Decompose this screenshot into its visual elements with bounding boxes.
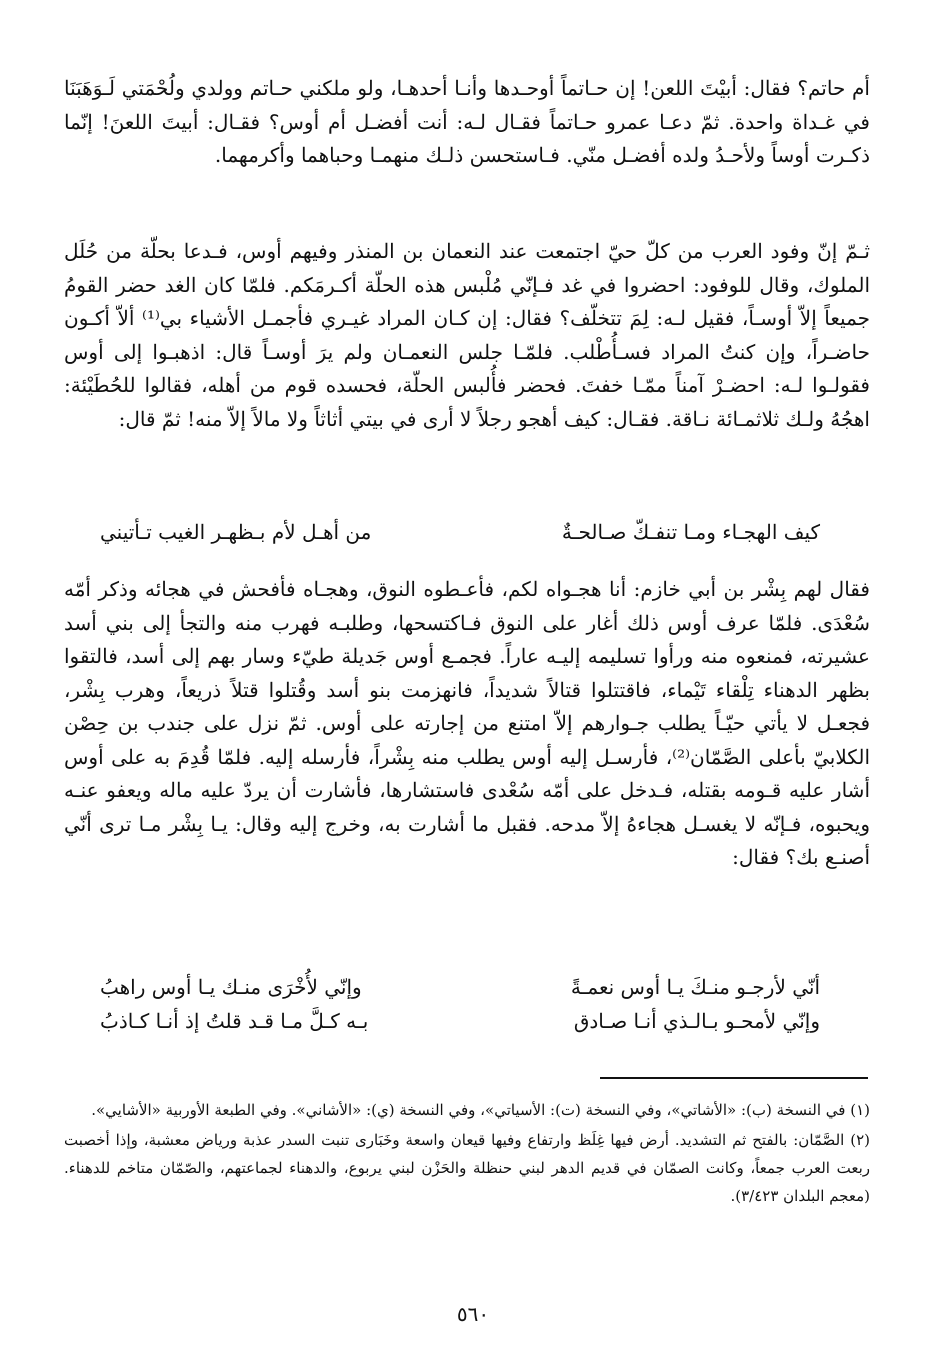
verse-second-hemistich: بـه كـلَّ مـا قـد قلتُ إذ أنـا كـاذبُ	[100, 1009, 369, 1033]
footnotes	[64, 1096, 870, 1212]
page-number: ٥٦٠	[456, 1302, 490, 1326]
paragraph-1-text: أم حاتم؟ فقال: أبيْتَ اللعن! إن حـاتماً أوحـدها وأنـا أحدهـا، ولو ملكني حـاتم وولدي ولُحْمَتي لَـوَهَبَنَا في غـداة واحدة. ثمّ دعـا عمرو حـاتماً فقـال لـه: أنت أفضـل أم أوس؟ فقـال: أبيتَ اللعنَ! إنّما ذكـرت أوساً ولأحـدُ ولده أفضـل منّي. فـاستحسن ذلـك منهمـا وحباهما وأكرمهما.	[64, 76, 870, 167]
verse-hutayah	[100, 520, 820, 554]
paragraph-3-text: فقال لهم بِشْر بن أبي خازم: أنا هجـواه لكم، فأعـطوه النوق، وهجـاه فأفحش في هجائه وذكر أمّه سُعْدَى. فلمّا عرف أوس ذلك أغار على النوق فـاكتسحها، وطلبـه فهرب منه والتجأ إلى بني أسد عشيرته، فمنعوه منه ورأوا تسليمه إليـه عاراً. فجمـع أوس جَديلة طيّء وسار بهم إلى أسد، فالتقوا بظهر الدهناء تِلْقاء تَيْماء، فاقتتلوا قتالاً شديداً، فانهزمت بنو أسد وقُتلوا قتلاً ذريعاً، وهرب بِشْر، فجعـل لا يأتي حيّـاً يطلب جـوارهم إلاّ امتنع من إجارته على أوس. ثمّ نزل على جندب بن حِصْن الكلابيّ بأعلى الصَّمّان⁽²⁾، فأرسـل إليه أوس يطلب منه بِشْراً، فأرسله إليه. فلمّا قُدِمَ به على أوس أشار عليه قـومه بقتله، فـدخل على أمّه سُعْدى فاستشارها، فأشارت أن يردّ عليه ماله ويعفو عنـه ويحبوه، فـإنّه لا يغسـل هجاءهُ إلاّ مدحه. فقبل ما أشارت به، وخرج إليه وقال: يـا بِشْر مـا ترى أنّي أصنـع بك؟ فقال:	[64, 577, 871, 869]
paragraph-2-text: ثـمّ إنّ وفود العرب من كلّ حيّ اجتمعت عند النعمان بن المنذر وفيهم أوس، فـدعا بحلّة من حُلَل الملوك، وقال للوفود: احضروا في غد فـإنّي مُلْبس هذه الحلّة أكـرمَكم. فلمّا كان الغد حضر القومُ جميعاً إلاّ أوسـاً، فقيل لـه: لِمَ تتخلّف؟ فقال: إن كـان المراد غيـري فأجمـل الأشياء بي⁽¹⁾ ألاّ أكـون حاضـراً، وإن كنتُ المراد فسـأُطْلب. فلمّـا جلس النعمـان ولم يرَ أوسـاً قال: اذهبـوا إلى أوس فقولـوا لـه: احضـرْ آمناً ممّـا خفتَ. فحضر فأُلبس الحلّة، فحسده قوم من أهله، فقالوا للحُطَيْئة: اهجُهُ ولـك ثلاثمـائة نـاقة. فقـال: كيف أهجو رجلاً لا أرى في بيتي أثاثاً ولا مالاً إلاّ منه! ثمّ قال:	[64, 239, 871, 431]
footnote-2: (٢) الصَّمّان: بالفتح ثم التشديد. أرض فيها غِلَظ وارتفاع وفيها قيعان واسعة وخَبَارى تنبت السدر عذبة ورياض معشبة، وإذا أخصبت ربعت العرب جمعاً، وكانت الصمّان في قديم الدهر لبني حنظلة والحَزْن لبني يربوع، والدهناء لجماعتهم، والصّمّان متاخم للدهناء. (معجم البلدان ٣/٤٢٣).	[64, 1131, 870, 1205]
verse-line	[100, 520, 820, 554]
verse-first-hemistich: أنّي لأرجـو منـكَ يـا أوس نعمـةً	[570, 975, 820, 999]
verse-line	[100, 1009, 820, 1043]
verse-bishr	[100, 975, 820, 1043]
verse-line	[100, 975, 820, 1009]
paragraph-1	[64, 72, 870, 173]
footnote-divider	[600, 1077, 868, 1079]
verse-first-hemistich: كيف الهجـاء ومـا تنفـكّ صـالحـةٌ	[561, 520, 820, 544]
verse-first-hemistich: وإنّي لأمحـو بـالـذي أنـا صـادق	[573, 1009, 820, 1033]
paragraph-3	[64, 573, 870, 875]
footnote-1: (١) في النسخة (ب): «الأشاتي»، وفي النسخة (ت): الأسياتي»، وفي النسخة (ي): «الأشاني». وفي الطبعة الأوربية «الأشايي».	[91, 1101, 870, 1119]
verse-second-hemistich: من أهـل لأم بـظهـر الغيب تـأتيني	[100, 520, 372, 544]
paragraph-2	[64, 235, 870, 436]
verse-second-hemistich: وإنّي لأُخْرَى منـك يـا أوس راهبُ	[100, 975, 362, 999]
